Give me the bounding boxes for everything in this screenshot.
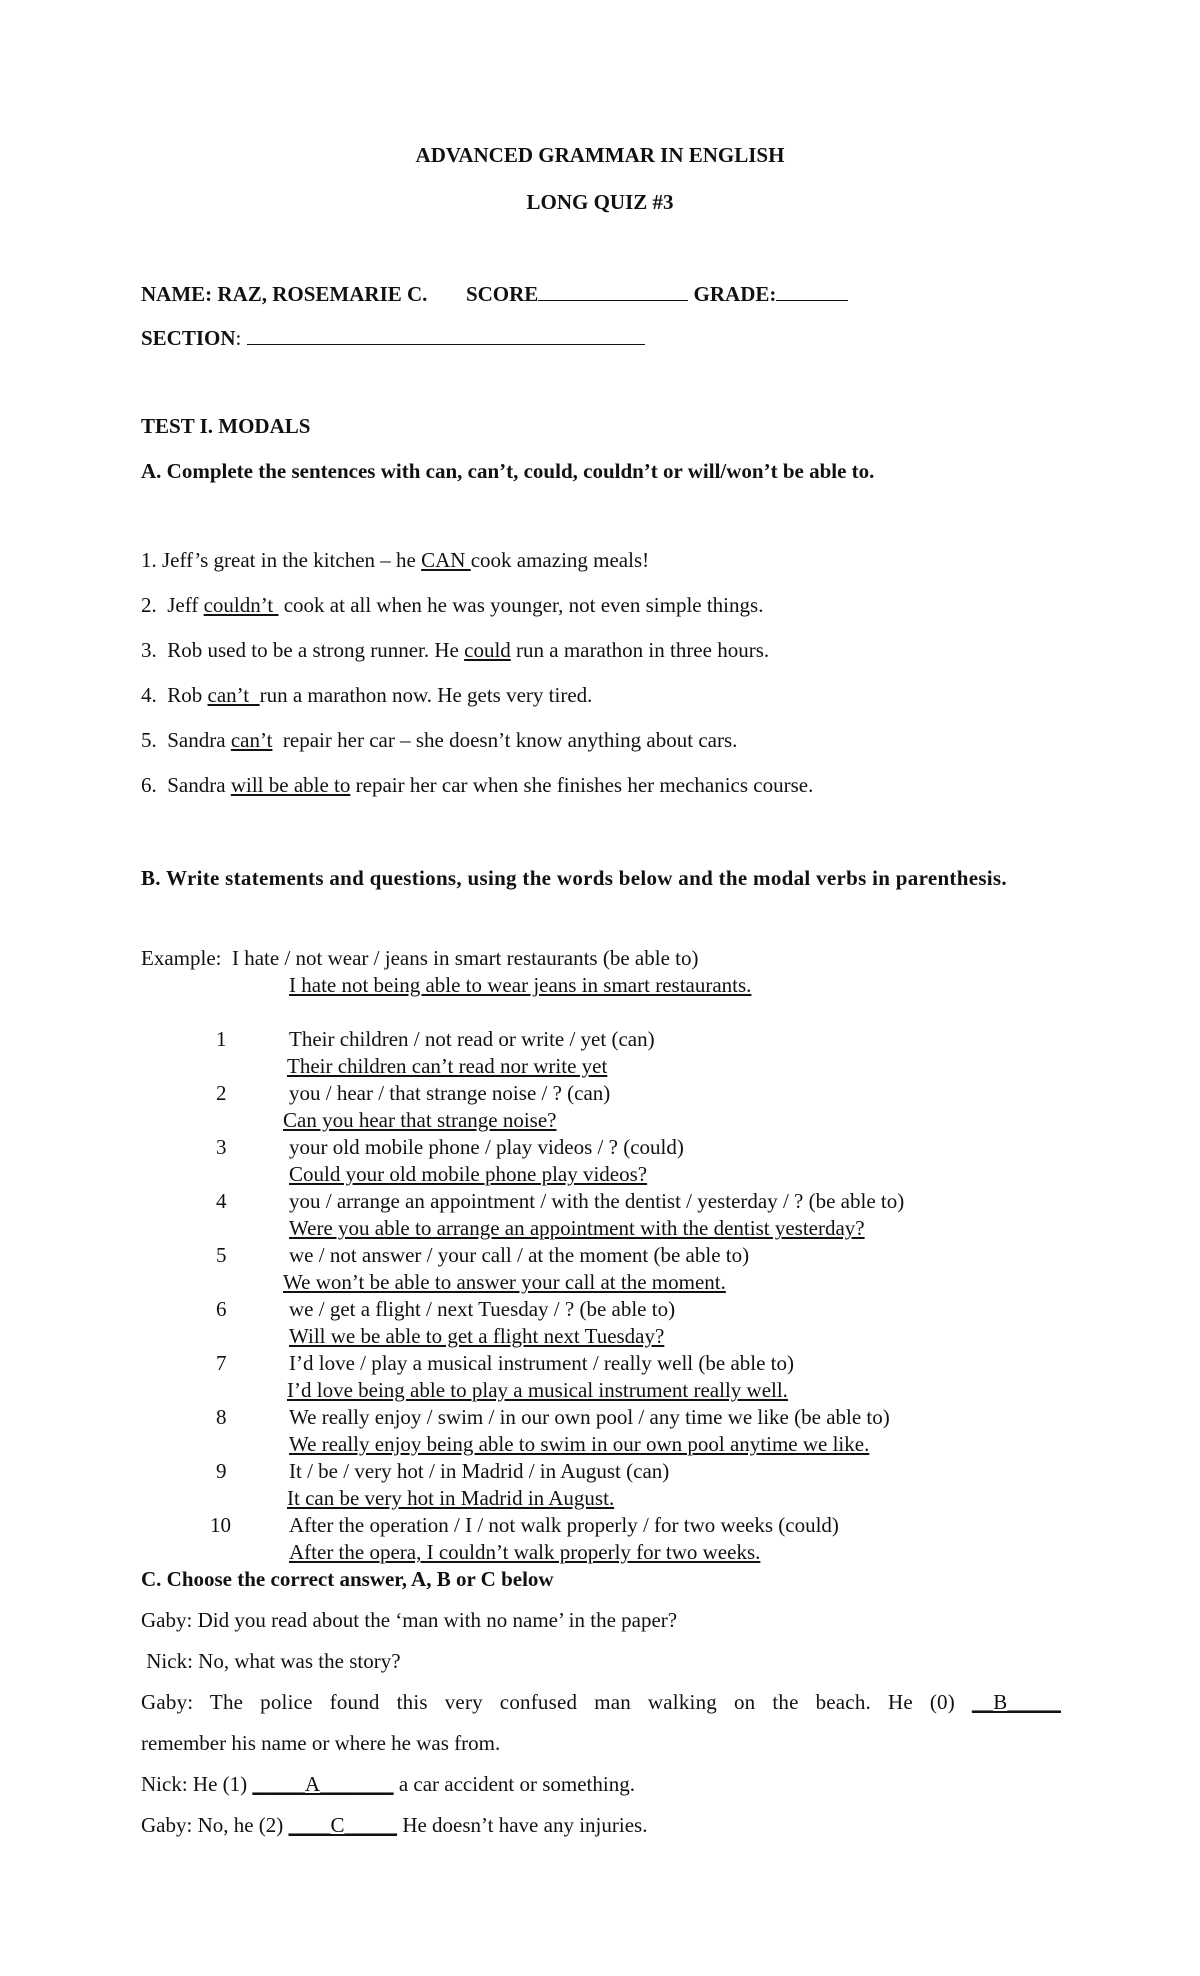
item-prompt: your old mobile phone / play videos / ? (could) [289, 1135, 684, 1159]
dialogue-line [141, 1689, 1061, 1715]
item-prompt: After the operation / I / not walk properly / for two weeks (could) [289, 1513, 839, 1537]
item-text: 6. Sandra [141, 773, 231, 797]
dialogue-text: Gaby: No, he (2) [141, 1813, 289, 1837]
name-value: RAZ, ROSEMARIE C. [217, 282, 428, 306]
name-label: NAME: [141, 282, 213, 306]
item-answer: Can you hear that strange noise? [283, 1108, 557, 1132]
part-b-instruction: B. Write statements and questions, using the words below and the modal verbs in parenthesis. [141, 866, 1007, 890]
item-text: cook at all when he was younger, not even simple things. [278, 593, 764, 617]
document-subtitle: LONG QUIZ #3 [526, 190, 674, 214]
item-answer: couldn’t [203, 593, 279, 617]
item-prompt: you / arrange an appointment / with the dentist / yesterday / ? (be able to) [289, 1189, 905, 1213]
item-number: 6 [216, 1297, 227, 1321]
part-a-instruction: A. Complete the sentences with can, can’t, could, couldn’t or will/won’t be able to. [141, 459, 875, 483]
item-text: cook amazing meals! [470, 548, 650, 572]
dialogue-text: a car accident or something. [393, 1772, 635, 1796]
dialogue-line [141, 1812, 647, 1838]
item-text: 1. Jeff’s great in the kitchen – he [141, 548, 422, 572]
item-prompt: It / be / very hot / in Madrid / in August (can) [289, 1459, 670, 1483]
dialogue-text: Gaby: The police found this very confused man walking on the beach. He (0) [141, 1690, 972, 1714]
part-a-item [141, 727, 737, 753]
item-number: 9 [216, 1459, 227, 1483]
section-label: SECTION [141, 326, 236, 350]
example-answer: I hate not being able to wear jeans in smart restaurants. [289, 973, 752, 997]
item-prompt: I’d love / play a musical instrument / really well (be able to) [289, 1351, 795, 1375]
item-number: 10 [210, 1513, 231, 1537]
section-row: SECTION: [141, 324, 645, 351]
item-answer: Their children can’t read nor write yet [287, 1054, 608, 1078]
item-text: repair her car – she doesn’t know anything about cars. [272, 728, 738, 752]
item-answer: I’d love being able to play a musical instrument really well. [287, 1378, 788, 1402]
item-answer: will be able to [230, 773, 351, 797]
dialogue-line-continued: remember his name or where he was from. [141, 1731, 501, 1755]
item-text: 5. Sandra [141, 728, 231, 752]
section-blank[interactable] [247, 324, 645, 345]
item-text: repair her car when she finishes her mechanics course. [350, 773, 814, 797]
document-title: ADVANCED GRAMMAR IN ENGLISH [415, 143, 785, 167]
dialogue-line [141, 1771, 635, 1797]
dialogue-text: He doesn’t have any injuries. [397, 1813, 648, 1837]
item-number: 5 [216, 1243, 227, 1267]
item-answer: could [464, 638, 511, 662]
item-number: 8 [216, 1405, 227, 1429]
part-a-item [141, 592, 763, 618]
item-number: 3 [216, 1135, 227, 1159]
item-number: 4 [216, 1189, 227, 1213]
part-a-item [141, 547, 649, 573]
dialogue-answer: ____C_____ [288, 1813, 398, 1837]
item-answer: We won’t be able to answer your call at the moment. [283, 1270, 726, 1294]
item-prompt: we / not answer / your call / at the moment (be able to) [289, 1243, 750, 1267]
item-number: 7 [216, 1351, 227, 1375]
score-label: SCORE [465, 282, 539, 306]
grade-label: GRADE: [693, 282, 777, 306]
item-answer: Could your old mobile phone play videos? [289, 1162, 648, 1186]
dialogue-answer: __B_____ [971, 1690, 1061, 1714]
dialogue-answer: _____A_______ [252, 1772, 394, 1796]
item-text: 4. Rob [141, 683, 208, 707]
item-answer: CAN [421, 548, 471, 572]
item-text: run a marathon in three hours. [510, 638, 770, 662]
student-info-row [141, 280, 848, 307]
item-number: 2 [216, 1081, 227, 1105]
item-prompt: We really enjoy / swim / in our own pool / any time we like (be able to) [289, 1405, 890, 1429]
item-text: 2. Jeff [141, 593, 204, 617]
example-label: Example: [141, 946, 222, 970]
part-c-instruction: C. Choose the correct answer, A, B or C below [141, 1567, 554, 1591]
item-prompt: you / hear / that strange noise / ? (can) [289, 1081, 611, 1105]
part-a-item [141, 637, 769, 663]
item-answer: After the opera, I couldn’t walk properly for two weeks. [289, 1540, 761, 1564]
item-answer: can’t [207, 683, 260, 707]
part-a-item [141, 772, 813, 798]
grade-blank[interactable] [776, 280, 848, 301]
dialogue-line: Gaby: Did you read about the ‘man with no name’ in the paper? [141, 1608, 678, 1632]
item-prompt: Their children / not read or write / yet (can) [289, 1027, 655, 1051]
example-prompt: I hate / not wear / jeans in smart restaurants (be able to) [231, 946, 699, 970]
item-text: 3. Rob used to be a strong runner. He [141, 638, 465, 662]
item-text: run a marathon now. He gets very tired. [259, 683, 593, 707]
item-answer: can’t [230, 728, 273, 752]
item-answer: Were you able to arrange an appointment with the dentist yesterday? [289, 1216, 865, 1240]
item-answer: Will we be able to get a flight next Tuesday? [289, 1324, 665, 1348]
item-number: 1 [216, 1027, 227, 1051]
item-answer: We really enjoy being able to swim in our own pool anytime we like. [289, 1432, 870, 1456]
example-row [141, 945, 698, 971]
score-blank[interactable] [538, 280, 688, 301]
item-answer: It can be very hot in Madrid in August. [287, 1486, 615, 1510]
item-prompt: we / get a flight / next Tuesday / ? (be able to) [289, 1297, 676, 1321]
test-heading: TEST I. MODALS [141, 414, 311, 438]
dialogue-line: Nick: No, what was the story? [141, 1649, 401, 1673]
part-a-item [141, 682, 592, 708]
dialogue-text: Nick: He (1) [141, 1772, 253, 1796]
